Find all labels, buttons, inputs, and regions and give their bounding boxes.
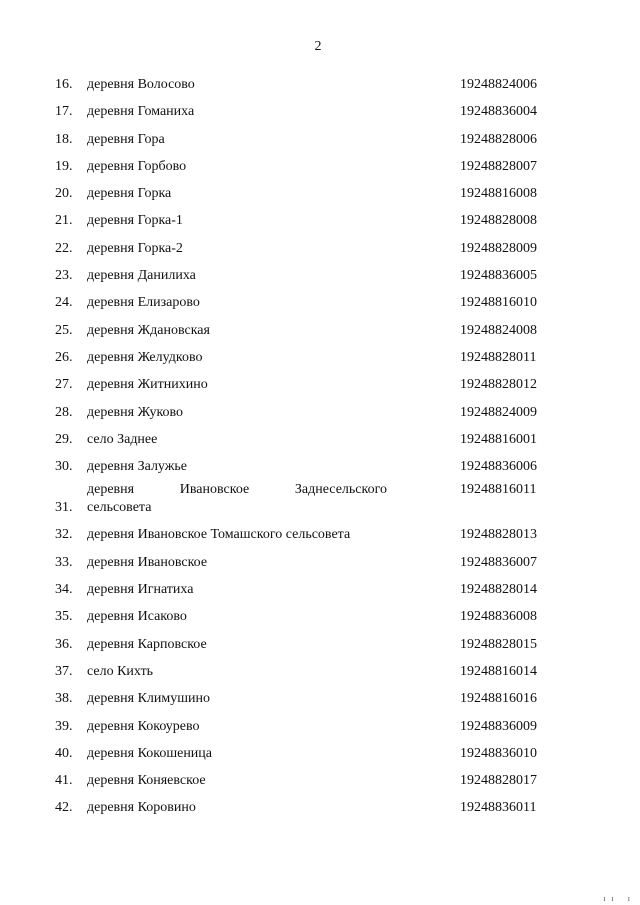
settlement-name (87, 481, 387, 517)
list-row (0, 768, 640, 795)
list-row (0, 741, 640, 768)
settlement-name: деревня Коровино (87, 800, 196, 816)
oktmo-code: 19248828012 (460, 377, 537, 393)
settlement-name: деревня Гора (87, 131, 165, 147)
settlement-name: деревня Желудково (87, 349, 203, 365)
list-row (0, 604, 640, 631)
list-row (0, 208, 640, 235)
oktmo-code: 19248836011 (460, 800, 537, 816)
oktmo-code: 19248828006 (460, 131, 537, 147)
row-number: 31. (55, 500, 73, 516)
settlement-name: деревня Ивановское (87, 554, 208, 570)
row-number: 23. (55, 268, 73, 284)
footer-scan-mark: ı ı ı (599, 894, 632, 903)
settlement-name-word: Заднесельского (294, 482, 387, 498)
settlement-name: деревня Ивановское Томашского сельсовета (87, 527, 351, 543)
list-row-wrapped (0, 481, 640, 522)
settlement-name-word: деревня (87, 482, 135, 498)
list-row (0, 714, 640, 741)
oktmo-code: 19248816016 (460, 691, 537, 707)
settlement-name: село Заднее (87, 431, 158, 447)
list-row (0, 795, 640, 822)
row-number: 35. (55, 609, 73, 625)
settlement-name: деревня Елизарово (87, 295, 200, 311)
row-number: 39. (55, 718, 73, 734)
row-number: 34. (55, 582, 73, 598)
page-number: 2 (314, 39, 322, 54)
settlement-name: деревня Кокоурево (87, 718, 200, 734)
row-number: 18. (55, 131, 73, 147)
settlement-name-word: Ивановское (179, 482, 250, 498)
row-number: 24. (55, 295, 73, 311)
list-row (0, 522, 640, 549)
oktmo-code: 19248836006 (460, 459, 537, 475)
oktmo-code: 19248824006 (460, 77, 537, 92)
oktmo-code: 19248836004 (460, 104, 537, 120)
settlement-name: деревня Коняевское (87, 773, 206, 789)
settlement-name: деревня Залужье (87, 459, 188, 475)
row-number: 20. (55, 186, 73, 202)
settlement-name: деревня Горка-1 (87, 213, 183, 229)
settlement-name: деревня Горка-2 (87, 240, 183, 256)
row-number: 38. (55, 691, 73, 707)
settlement-name-line2: сельсовета (87, 500, 152, 516)
settlement-name: деревня Волосово (87, 77, 195, 92)
row-number: 32. (55, 527, 73, 543)
row-number: 26. (55, 349, 73, 365)
list-row (0, 577, 640, 604)
list-row (0, 400, 640, 427)
oktmo-code: 19248816014 (460, 663, 537, 679)
settlement-name: деревня Исаково (87, 609, 187, 625)
settlement-name: деревня Горбово (87, 158, 187, 174)
list-row (0, 154, 640, 181)
list-row (0, 686, 640, 713)
oktmo-code: 19248828013 (460, 527, 537, 543)
row-number: 17. (55, 104, 73, 120)
list-row (0, 236, 640, 263)
list-row (0, 318, 640, 345)
settlement-name: деревня Игнатиха (87, 582, 194, 598)
list-row (0, 72, 640, 99)
settlement-name: деревня Карповское (87, 636, 207, 652)
oktmo-code: 19248824009 (460, 404, 537, 420)
settlement-name: деревня Климушино (87, 691, 211, 707)
settlement-name: деревня Житнихино (87, 377, 208, 393)
settlement-name: деревня Данилиха (87, 268, 196, 284)
row-number: 21. (55, 213, 73, 229)
oktmo-code: 19248828008 (460, 213, 537, 229)
settlement-name-line1 (87, 481, 387, 499)
row-number: 40. (55, 745, 73, 761)
oktmo-code: 19248836005 (460, 268, 537, 284)
list-row (0, 632, 640, 659)
oktmo-code: 19248836008 (460, 609, 537, 625)
oktmo-code: 19248828015 (460, 636, 537, 652)
row-number: 30. (55, 459, 73, 475)
row-number: 27. (55, 377, 73, 393)
settlement-name: деревня Кокошеница (87, 745, 213, 761)
settlement-list (0, 72, 640, 823)
row-number: 28. (55, 404, 73, 420)
row-number: 16. (55, 77, 73, 92)
settlement-name: деревня Горка (87, 186, 172, 202)
list-row (0, 659, 640, 686)
list-row (0, 454, 640, 481)
settlement-name: деревня Гоманиха (87, 104, 195, 120)
list-row (0, 263, 640, 290)
settlement-name: деревня Жуково (87, 404, 184, 420)
list-row (0, 290, 640, 317)
list-row (0, 550, 640, 577)
oktmo-code: 19248828017 (460, 773, 537, 789)
oktmo-code: 19248816010 (460, 295, 537, 311)
oktmo-code: 19248816011 (460, 482, 537, 498)
row-number: 41. (55, 773, 73, 789)
list-row (0, 127, 640, 154)
settlement-name: село Кихть (87, 663, 154, 679)
oktmo-code: 19248836009 (460, 718, 537, 734)
oktmo-code: 19248816001 (460, 431, 537, 447)
settlement-name: деревня Ждановская (87, 322, 210, 338)
row-number: 22. (55, 240, 73, 256)
list-row (0, 99, 640, 126)
row-number: 37. (55, 663, 73, 679)
oktmo-code: 19248828007 (460, 158, 537, 174)
list-row (0, 372, 640, 399)
oktmo-code: 19248816008 (460, 186, 537, 202)
list-row (0, 181, 640, 208)
row-number: 36. (55, 636, 73, 652)
oktmo-code: 19248836007 (460, 554, 537, 570)
row-number: 33. (55, 554, 73, 570)
oktmo-code: 19248828014 (460, 582, 537, 598)
oktmo-code: 19248828011 (460, 349, 537, 365)
row-number: 29. (55, 431, 73, 447)
list-row (0, 345, 640, 372)
oktmo-code: 19248836010 (460, 745, 537, 761)
oktmo-code: 19248824008 (460, 322, 537, 338)
oktmo-code: 19248828009 (460, 240, 537, 256)
row-number: 25. (55, 322, 73, 338)
row-number: 42. (55, 800, 73, 816)
list-row (0, 427, 640, 454)
row-number: 19. (55, 158, 73, 174)
